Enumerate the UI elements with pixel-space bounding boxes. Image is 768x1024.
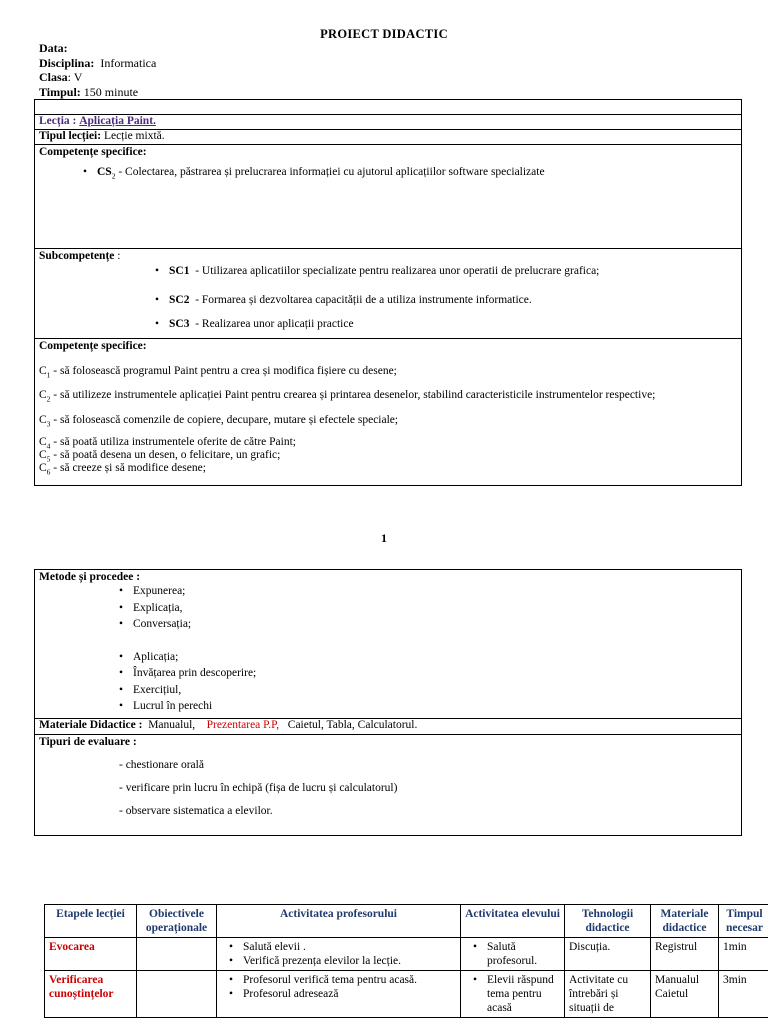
cs2-item	[83, 166, 741, 180]
meta-disciplina-value: Informatica	[100, 55, 157, 70]
evaluare-item: - observare sistematica a elevilor.	[119, 805, 273, 817]
column-header: Activitatea profesorului	[217, 905, 461, 938]
tipul-label: Tipul lecției:	[39, 130, 102, 142]
meta-data-row	[39, 41, 156, 56]
lectia-row	[35, 115, 741, 130]
lectia-label: Lecția :	[39, 115, 77, 127]
competence-text: - să creeze și să modifice desene;	[50, 462, 206, 475]
metode-item: • Explicația,	[119, 600, 741, 617]
sc-code: SC1	[169, 265, 190, 277]
column-header: Timpul necesar	[719, 905, 768, 938]
tech-cell: Discuția.	[565, 938, 651, 971]
stage-cell: Verificarea cunoștințelor	[45, 971, 137, 1018]
column-header: Tehnologii didactice	[565, 905, 651, 938]
competence-sub: 2	[46, 394, 51, 404]
lectia-value: Aplicația Paint.	[79, 115, 156, 127]
competence-code: C	[39, 389, 47, 402]
meta-disciplina-label: Disciplina:	[39, 55, 95, 70]
metode-item: • Învățarea prin descoperire;	[119, 665, 741, 682]
evaluare-label: Tipuri de evaluare :	[39, 736, 137, 748]
teacher-activity-item: • Salută elevii .	[221, 940, 456, 954]
meta-disciplina-row	[39, 56, 156, 71]
competence-code: C	[39, 449, 47, 462]
materiale-part1: Manualul,	[148, 719, 196, 731]
student-activity-cell	[461, 938, 565, 971]
meta-timpul-value: 150 minute	[83, 84, 139, 99]
teacher-activity-item: • Profesorul adresează	[221, 987, 456, 1001]
sc-code: SC3	[169, 318, 190, 330]
competence-item	[39, 414, 741, 428]
competence-sub: 4	[46, 441, 51, 451]
competente-label-1: Competențe specifice:	[39, 146, 147, 158]
competence-text: - să poată desena un desen, o felicitare, un grafic;	[50, 449, 281, 462]
teacher-activity-item: • Verifică prezența elevilor la lecție.	[221, 954, 456, 968]
teacher-activity-item: • Profesorul verifică tema pentru acasă.	[221, 973, 456, 987]
metode-item: • Conversația;	[119, 616, 741, 633]
tech-cell: Activitate cu întrebări și situații de	[565, 971, 651, 1018]
materiale-label: Materiale Didactice :	[39, 719, 143, 731]
sc-code: SC2	[169, 294, 190, 306]
subcompetente-row	[35, 249, 741, 339]
document-title: PROIECT DIDACTIC	[320, 27, 448, 41]
table-header-row	[45, 905, 768, 938]
meta-clasa-value: : V	[67, 70, 83, 84]
materiale-highlight: Prezentarea P.P,	[206, 719, 280, 731]
table-row	[45, 971, 768, 1018]
competence-code: C	[39, 365, 47, 377]
meta-timpul-label: Timpul:	[39, 84, 81, 99]
objectives-cell	[137, 971, 217, 1018]
column-header: Materiale didactice	[651, 905, 719, 938]
metode-row	[35, 570, 741, 719]
competence-item	[39, 462, 741, 476]
cs-code: CS	[97, 166, 112, 178]
competence-item	[39, 449, 741, 463]
column-header: Etapele lecției	[45, 905, 137, 938]
metode-label: Metode și procedee :	[39, 571, 141, 583]
student-activity-item: • Salută profesorul.	[465, 940, 560, 968]
lesson-stages-table	[44, 904, 768, 1018]
column-header: Activitatea elevului	[461, 905, 565, 938]
metode-item: • Exercițiul,	[119, 682, 741, 699]
metode-item: • Aplicația;	[119, 649, 741, 666]
subcompetente-colon: :	[117, 250, 121, 262]
student-activity-cell	[461, 971, 565, 1018]
competence-item	[39, 436, 741, 450]
materials-cell: Registrul	[651, 938, 719, 971]
competente-row-1	[35, 145, 741, 249]
competence-text: - să utilizeze instrumentele aplicației Paint pentru crearea și printarea desenelor, stabilind caracteristicile instrumentelor respective;	[50, 389, 656, 402]
objectives-cell	[137, 938, 217, 971]
column-header: Obiectivele operaționale	[137, 905, 217, 938]
meta-data-label: Data:	[39, 41, 68, 55]
competence-sub: 5	[46, 454, 51, 464]
meta-timpul-row	[39, 85, 156, 100]
sc-text: - Realizarea unor aplicații practice	[195, 318, 354, 330]
materiale-row	[35, 719, 741, 735]
materials-cell: Manualul Caietul	[651, 971, 719, 1018]
teacher-activity-cell	[217, 971, 461, 1018]
meta-clasa-label: Clasa	[39, 70, 68, 84]
tipul-value: Lecție mixtă.	[103, 130, 165, 142]
competence-code: C	[39, 462, 47, 475]
time-cell: 1min	[719, 938, 768, 971]
methods-table	[34, 569, 742, 836]
materiale-part2: Caietul, Tabla, Calculatorul.	[287, 719, 418, 731]
time-cell: 3min	[719, 971, 768, 1018]
lesson-meta	[39, 41, 156, 99]
competente-row-2	[35, 339, 741, 485]
cs-text: - Colectarea, păstrarea și prelucrarea informației cu ajutorul aplicațiilor software specializate	[118, 166, 545, 178]
meta-clasa-row	[39, 70, 156, 85]
evaluare-row	[35, 735, 741, 835]
subcompetente-label: Subcompetențe	[39, 250, 115, 262]
sc-text: - Formarea și dezvoltarea capacității de a utiliza instrumente informatice.	[195, 294, 532, 306]
competence-sub: 6	[46, 467, 51, 477]
student-activity-item: • Elevii răspund tema pentru acasă	[465, 973, 560, 1015]
metode-item: • Expunerea;	[119, 583, 741, 600]
competence-text: - să poată utiliza instrumentele oferite de către Paint;	[50, 435, 296, 448]
tipul-row	[35, 130, 741, 145]
sc-item	[155, 265, 741, 277]
lesson-info-table	[34, 99, 742, 486]
sc-item	[155, 294, 741, 306]
competence-code: C	[39, 413, 47, 426]
competence-sub: 3	[46, 418, 51, 428]
competence-item	[39, 365, 741, 379]
empty-row	[35, 100, 741, 115]
evaluare-item: - verificare prin lucru în echipă (fișa de lucru și calculatorul)	[119, 782, 398, 794]
competente-label-2: Competențe specifice:	[39, 340, 147, 352]
evaluare-item: - chestionare orală	[119, 759, 204, 771]
sc-item	[155, 318, 741, 330]
stage-cell: Evocarea	[45, 938, 137, 971]
page-number: 1	[381, 531, 387, 545]
competence-code: C	[39, 435, 47, 448]
competence-item	[39, 389, 741, 403]
table-row	[45, 938, 768, 971]
sc-text: - Utilizarea aplicatiilor specializate pentru realizarea unor operatii de prelucrare grafica;	[195, 265, 600, 277]
competence-text: - să folosească comenzile de copiere, decupare, mutare și efectele speciale;	[50, 413, 399, 426]
cs-subscript: 2	[111, 171, 116, 181]
competence-sub: 1	[46, 370, 51, 380]
teacher-activity-cell	[217, 938, 461, 971]
metode-item: • Lucrul în perechi	[119, 698, 741, 715]
competence-text: - să folosească programul Paint pentru a crea și modifica fișiere cu desene;	[50, 365, 397, 377]
